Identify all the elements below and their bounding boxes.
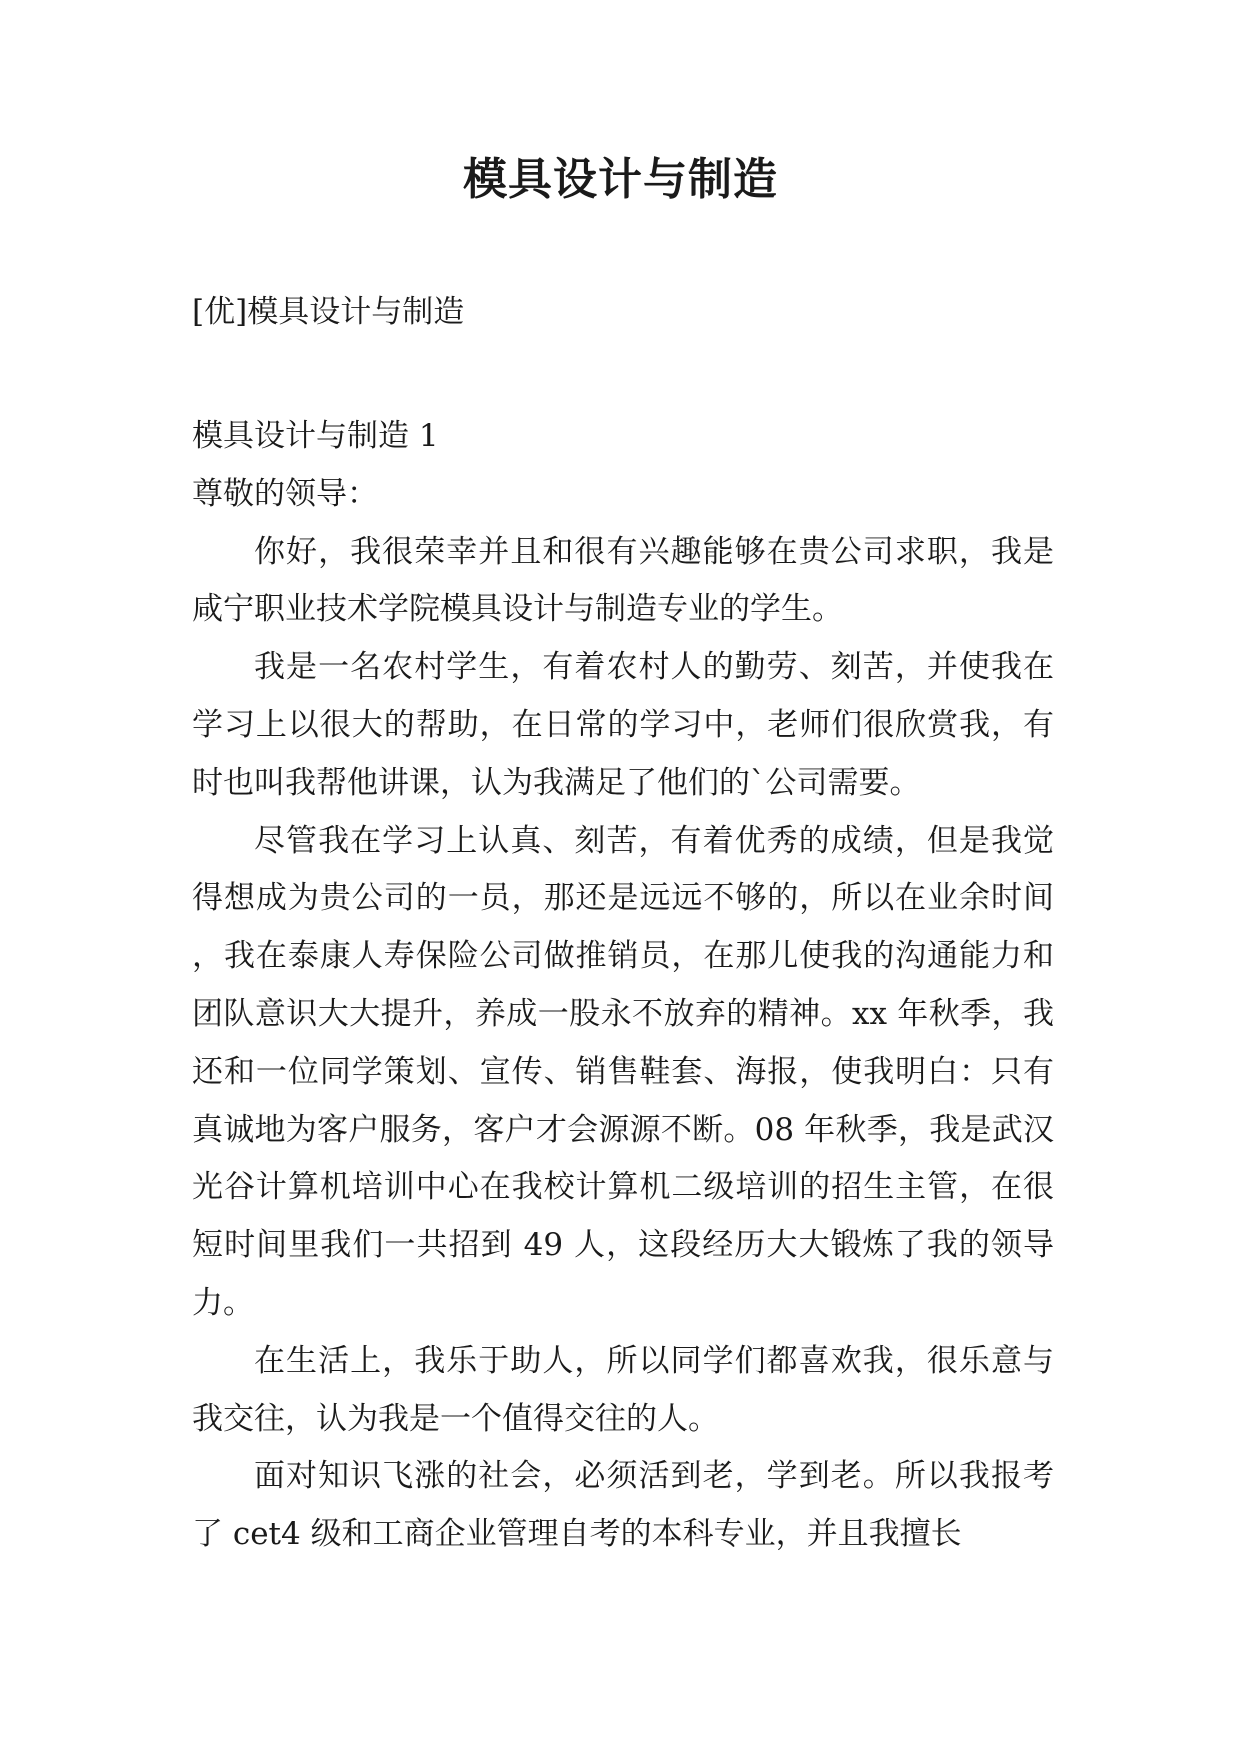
salutation: 尊敬的领导：: [192, 475, 378, 512]
document-subtitle: [优]模具设计与制造: [192, 294, 465, 330]
paragraph: 面对知识飞涨的社会，必须活到老，学到老。所以我报考了 cet4 级和工商企业管理自考的本科专业，并且我擅长: [192, 1458, 1054, 1553]
document-title: 模具设计与制造: [463, 154, 778, 205]
paragraph: 我是一名农村学生，有着农村人的勤劳、刻苦，并使我在学习上以很大的帮助，在日常的学习中，老师们很欣赏我，有时也叫我帮他讲课，认为我满足了他们的`公司需要。: [192, 649, 1054, 801]
paragraph: 在生活上，我乐于助人，所以同学们都喜欢我，很乐意与我交往，认为我是一个值得交往的人。: [192, 1342, 1054, 1437]
paragraph: 你好，我很荣幸并且和很有兴趣能够在贵公司求职，我是咸宁职业技术学院模具设计与制造专业的学生。: [192, 533, 1054, 628]
document-body: [192, 408, 1054, 1564]
section-heading: 模具设计与制造 1: [192, 418, 439, 454]
paragraph: 尽管我在学习上认真、刻苦，有着优秀的成绩，但是我觉得想成为贵公司的一员，那还是远远不够的，所以在业余时间，我在泰康人寿保险公司做推销员，在那儿使我的沟通能力和团队意识大大提升，养成一股永不放弃的精神。xx 年秋季，我还和一位同学策划、宣传、销售鞋套、海报，使我明白：只有真诚地为客户服务，客户才会源源不断。08 年秋季，我是武汉光谷计算机培训中心在我校计算机二级培训的招生主管，在很短时间里我们一共招到 49 人，这段经历大大锻炼了我的领导力。: [192, 822, 1054, 1321]
